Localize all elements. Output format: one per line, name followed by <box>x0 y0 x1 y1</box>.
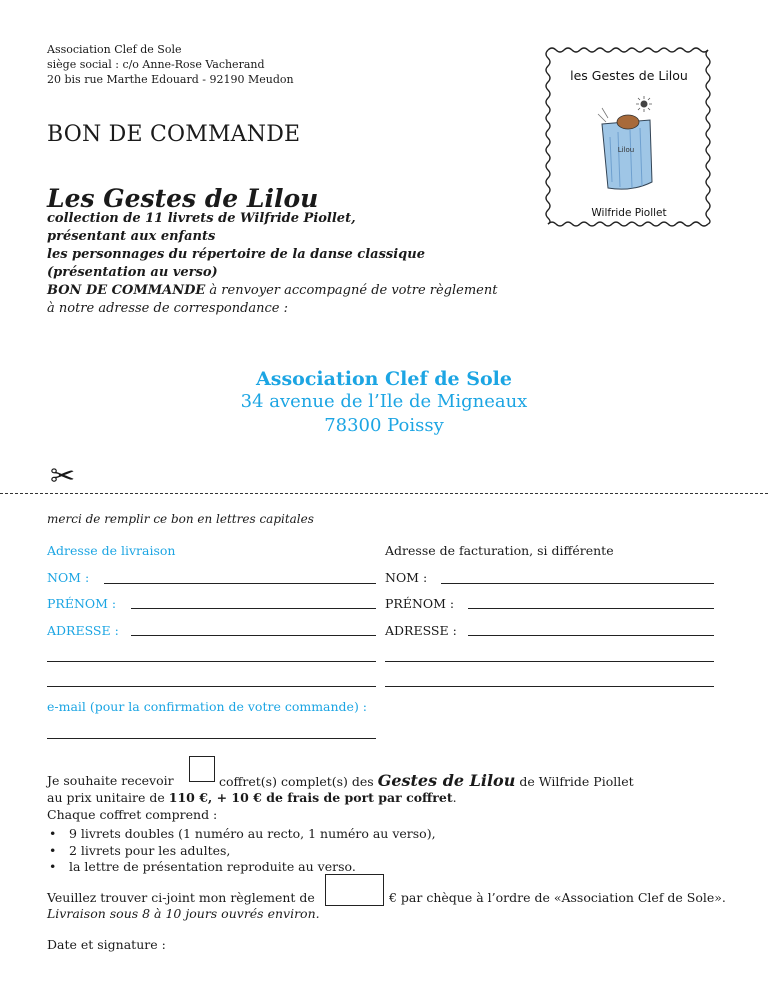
billing-adresse-field[interactable] <box>468 635 714 636</box>
billing-heading: Adresse de facturation, si différente <box>385 543 614 558</box>
delivery-prenom-field[interactable] <box>131 608 376 609</box>
quantity-suffix: de Wilfride Piollet <box>515 774 634 789</box>
contents-list <box>47 826 436 876</box>
price-line <box>47 790 457 807</box>
list-item: • la lettre de présentation reproduite au verso. <box>47 859 436 876</box>
correspondence-street: 34 avenue de l’Ile de Migneaux <box>240 391 528 412</box>
correspondence-city: 78300 Poissy <box>324 415 444 436</box>
intro-line-2: présentant aux enfants <box>47 229 216 244</box>
correspondence-address <box>0 368 768 438</box>
delivery-prenom-label: PRÉNOM : <box>47 596 117 611</box>
intro-order-label: BON DE COMMANDE <box>47 283 206 298</box>
quantity-box[interactable] <box>189 756 215 782</box>
cut-line <box>0 493 768 494</box>
price-suffix: . <box>452 790 457 805</box>
billing-nom-field[interactable] <box>441 583 714 584</box>
price-value: 110 €, + 10 € de frais de port par coffret <box>168 790 453 805</box>
sender-line-1: Association Clef de Sole <box>47 43 182 56</box>
delivery-time: Livraison sous 8 à 10 jours ouvrés environ. <box>47 906 320 921</box>
stamp-title: les Gestes de Lilou <box>570 68 688 83</box>
contents-intro: Chaque coffret comprend : <box>47 807 218 822</box>
scissors-icon: ✂ <box>50 459 76 494</box>
billing-adresse-line-2[interactable] <box>385 661 714 662</box>
price-prefix: au prix unitaire de <box>47 790 169 805</box>
billing-nom-label: NOM : <box>385 570 428 585</box>
book-title: Les Gestes de Lilou <box>47 184 319 213</box>
billing-adresse-line-3[interactable] <box>385 686 714 687</box>
pocket-label: Lilou <box>617 146 635 154</box>
intro-line-5-rest: à renvoyer accompagné de votre règlement <box>205 283 498 298</box>
payment-suffix: € par chèque à l’ordre de «Association Clef de Sole». <box>389 890 726 905</box>
intro-line-5 <box>47 282 547 300</box>
sender-line-3: 20 bis rue Marthe Edouard - 92190 Meudon <box>47 73 294 86</box>
list-item: • 9 livrets doubles (1 numéro au recto, 1 numéro au verso), <box>47 826 436 843</box>
billing-prenom-field[interactable] <box>468 608 714 609</box>
signature-label: Date et signature : <box>47 937 166 952</box>
intro-line-4: (présentation au verso) <box>47 265 218 280</box>
sender-line-2: siège social : c/o Anne-Rose Vacherand <box>47 58 265 71</box>
delivery-nom-field[interactable] <box>104 583 376 584</box>
quantity-text <box>219 773 634 791</box>
intro-text <box>47 210 547 318</box>
list-item: • 2 livrets pour les adultes, <box>47 843 436 860</box>
sender-address <box>47 42 294 87</box>
delivery-adresse-line-2[interactable] <box>47 661 376 662</box>
email-label: e-mail (pour la confirmation de votre commande) : <box>47 699 368 714</box>
postage-stamp-illustration <box>540 42 718 232</box>
pocket-drawing <box>602 120 652 189</box>
delivery-nom-label: NOM : <box>47 570 90 585</box>
delivery-adresse-line-3[interactable] <box>47 686 376 687</box>
correspondence-name: Association Clef de Sole <box>256 368 512 390</box>
delivery-adresse-label: ADRESSE : <box>47 623 119 638</box>
intro-line-3: les personnages du répertoire de la danse classique <box>47 247 425 262</box>
doll-head-drawing <box>617 115 639 129</box>
billing-adresse-label: ADRESSE : <box>385 623 457 638</box>
intro-line-1: collection de 11 livrets de Wilfride Piollet, <box>47 211 356 226</box>
email-field[interactable] <box>47 738 376 739</box>
payment-amount-box[interactable] <box>325 874 384 906</box>
stamp-author: Wilfride Piollet <box>591 207 667 219</box>
quantity-book-title: Gestes de Lilou <box>377 771 516 790</box>
quantity-middle: coffret(s) complet(s) des <box>219 774 374 789</box>
quantity-line <box>47 773 174 790</box>
document-title: BON DE COMMANDE <box>47 122 301 147</box>
intro-line-6: à notre adresse de correspondance : <box>47 301 288 316</box>
fill-instruction: merci de remplir ce bon en lettres capitales <box>47 512 314 526</box>
delivery-adresse-field[interactable] <box>131 635 376 636</box>
delivery-heading: Adresse de livraison <box>47 543 176 558</box>
quantity-prefix: Je souhaite recevoir <box>47 773 174 788</box>
billing-prenom-label: PRÉNOM : <box>385 596 455 611</box>
payment-prefix: Veuillez trouver ci-joint mon règlement de <box>47 890 315 905</box>
sun-drawing <box>641 101 648 108</box>
